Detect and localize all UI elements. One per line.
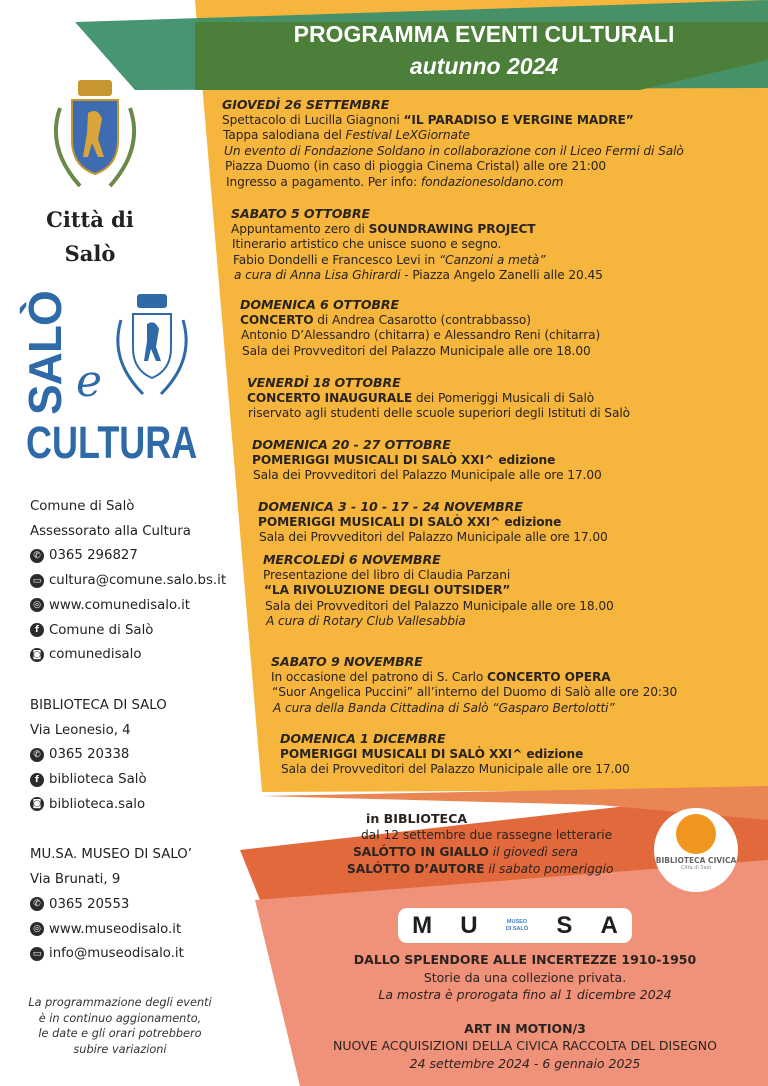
- event-line: [258, 530, 608, 546]
- instagram-icon: ◙: [30, 648, 44, 662]
- event-line: [222, 159, 684, 175]
- event-line: [263, 599, 614, 615]
- phone-icon: ✆: [30, 897, 44, 911]
- event-line: [222, 175, 684, 191]
- museo-mini-logo: [506, 919, 528, 933]
- contact-comune-phone: [30, 548, 138, 563]
- poster-subtitle: autunno 2024: [409, 53, 559, 79]
- event-text: A cura di Rotary Club Vallesabbia: [266, 614, 466, 629]
- instagram-icon: ◙: [30, 797, 44, 811]
- biblioteca-civica-logo: [654, 808, 738, 892]
- event-text: Appuntamento zero di: [231, 221, 369, 236]
- event-line: [222, 128, 684, 144]
- event-line: [252, 468, 602, 484]
- logo-cultura-text: CULTURA: [26, 417, 198, 468]
- event-line: [231, 222, 603, 238]
- contact-museo-name: [30, 847, 192, 862]
- contact-biblioteca-name: [30, 698, 167, 713]
- event-text: CONCERTO OPERA: [487, 669, 611, 684]
- coat-of-arms-icon: [40, 78, 150, 196]
- musa-letter: A: [600, 911, 618, 939]
- event-text: “LA RIVOLUZIONE DEGLI OUTSIDER”: [264, 583, 511, 598]
- event-date: DOMENICA 6 OTTOBRE: [240, 297, 400, 312]
- library-series-2: [347, 862, 613, 876]
- contact-biblioteca-address: [30, 723, 131, 738]
- phone-icon: ✆: [30, 748, 44, 762]
- musa-exhibitions: [300, 951, 750, 1072]
- musa-letter: M: [412, 911, 433, 939]
- contact-comune-instagram[interactable]: [30, 647, 141, 662]
- contact-biblioteca-phone: [30, 747, 129, 762]
- event-date: SABATO 9 NOVEMBRE: [271, 654, 423, 669]
- event-line: [280, 747, 630, 763]
- event-text: Spettacolo di Lucilla Giagnoni: [222, 112, 404, 127]
- event-line: [271, 670, 677, 686]
- event-text: Ingresso a pagamento. Per info:: [226, 174, 421, 189]
- contact-comune-web[interactable]: [30, 598, 190, 613]
- event-text: riservato agli studenti delle scuole superiori degli Istituti di Salò: [248, 406, 630, 421]
- event-line: [263, 614, 614, 630]
- event-text: dei Pomeriggi Musicali di Salò: [412, 390, 595, 405]
- library-series-1: [353, 845, 578, 859]
- event-text: “Canzoni a metà”: [438, 252, 546, 267]
- event-text: - Piazza Angelo Zanelli alle 20.45: [400, 268, 603, 283]
- event-text: Fabio Dondelli e Francesco Levi in: [233, 252, 439, 267]
- event-text: Sala dei Provveditori del Palazzo Municipale alle ore 17.00: [253, 468, 602, 483]
- event-line: [247, 406, 630, 422]
- contact-museo-address: [30, 872, 120, 887]
- event-text: Antonio D’Alessandro (chitarra) e Alessandro Reni (chitarra): [241, 328, 601, 343]
- event-text: “Suor Angelica Puccini” all’interno del Duomo di Salò alle ore 20:30: [272, 685, 678, 700]
- facebook-icon: f: [30, 623, 44, 637]
- book-icon: [676, 814, 716, 854]
- event-text: di Andrea Casarotto (contrabbasso): [313, 312, 531, 327]
- disclaimer-line: è in continuo aggionamento,: [38, 1011, 202, 1025]
- contact-museo-phone: [30, 897, 129, 912]
- exhibit-dates: 24 settembre 2024 - 6 gennaio 2025: [409, 1055, 641, 1071]
- contact-text[interactable]: biblioteca.salo: [49, 796, 146, 812]
- event-text: In occasione del patrono di S. Carlo: [271, 669, 488, 684]
- event-line: [231, 268, 603, 284]
- event-line: [258, 515, 608, 531]
- event-text: Sala dei Provveditori del Palazzo Municipale alle ore 17.00: [281, 762, 630, 777]
- event-text: Un evento di Fondazione Soldano in collaborazione con il Liceo Fermi di Salò: [224, 143, 684, 158]
- contact-text: 0365 20338: [49, 747, 130, 763]
- event-date: MERCOLEDÌ 6 NOVEMBRE: [263, 552, 441, 567]
- coat-of-arms-blue-icon: [107, 292, 197, 402]
- series-title: SALÓTTO D’AUTORE: [347, 862, 485, 876]
- contact-text: 0365 296827: [49, 548, 138, 564]
- event-item: [222, 97, 684, 191]
- event-line: [240, 344, 600, 360]
- poster-title: PROGRAMMA EVENTI CULTURALI: [293, 21, 675, 47]
- contact-text[interactable]: comunedisalo: [49, 647, 142, 663]
- contact-comune-dept: [30, 524, 191, 539]
- library-heading: in BIBLIOTECA: [366, 811, 468, 826]
- city-line2: Salò: [64, 241, 116, 266]
- event-line: [222, 144, 684, 160]
- event-text: POMERIGGI MUSICALI DI SALÒ XXI^ edizione: [252, 452, 556, 467]
- web-icon: ◎: [30, 598, 44, 612]
- event-line: [263, 583, 614, 599]
- contact-text: BIBLIOTECA DI SALO: [30, 697, 167, 713]
- event-date: DOMENICA 3 - 10 - 17 - 24 NOVEMBRE: [258, 499, 523, 514]
- event-item: [252, 437, 602, 484]
- logo-salo-text: SALÒ: [19, 291, 71, 415]
- phone-icon: ✆: [30, 549, 44, 563]
- event-line: [271, 685, 677, 701]
- contact-text[interactable]: www.comunedisalo.it: [49, 597, 191, 613]
- salo-cultura-logo: [19, 290, 202, 470]
- disclaimer: [10, 995, 230, 1057]
- logo-title: BIBLIOTECA CIVICA: [655, 856, 737, 865]
- contact-text[interactable]: info@museodisalo.it: [49, 946, 184, 962]
- mini-line: DI SALÒ: [505, 925, 529, 932]
- web-icon: ◎: [30, 922, 44, 936]
- event-line: [240, 328, 600, 344]
- exhibit-note: La mostra è prorogata fino al 1 dicembre 2024: [378, 987, 672, 1002]
- contact-text[interactable]: Comune di Salò: [49, 622, 154, 638]
- event-text: “IL PARADISO E VERGINE MADRE”: [403, 112, 634, 127]
- event-text: Tappa salodiana del: [223, 128, 346, 143]
- event-text: Sala dei Provveditori del Palazzo Municipale alle ore 18.00: [242, 343, 591, 358]
- contact-comune-name: [30, 499, 134, 514]
- contact-text: 0365 20553: [49, 896, 130, 912]
- event-date: DOMENICA 1 DICEMBRE: [280, 731, 446, 746]
- contact-museo-web[interactable]: [30, 922, 181, 937]
- library-intro: dal 12 settembre due rassegne letterarie: [361, 828, 613, 842]
- musa-letter: U: [460, 911, 478, 939]
- contact-biblioteca-instagram[interactable]: [30, 797, 145, 812]
- disclaimer-line: subire variazioni: [73, 1042, 167, 1056]
- event-line: [280, 762, 630, 778]
- event-text: Presentazione del libro di Claudia Parzani: [263, 567, 511, 582]
- facebook-icon: f: [30, 773, 44, 787]
- exhibit-subtitle: Storie da una collezione privata.: [423, 969, 627, 985]
- event-date: SABATO 5 OTTOBRE: [231, 206, 370, 221]
- contact-text[interactable]: www.museodisalo.it: [49, 921, 182, 937]
- contact-biblioteca-facebook[interactable]: [30, 772, 147, 787]
- event-line: [231, 253, 603, 269]
- event-text: A cura della Banda Cittadina di Salò “Gasparo Bertolotti”: [273, 700, 615, 715]
- event-text: CONCERTO INAUGURALE: [247, 390, 413, 405]
- city-name: [30, 203, 150, 271]
- email-icon: ▭: [30, 947, 44, 961]
- musa-logo: [398, 908, 632, 943]
- event-text: SOUNDRAWING PROJECT: [368, 221, 536, 236]
- disclaimer-line: La programmazione degli eventi: [28, 996, 212, 1009]
- event-text: Itinerario artistico che unisce suono e segno.: [232, 237, 502, 252]
- exhibit-title: ART IN MOTION/3: [464, 1020, 586, 1036]
- series-schedule: il sabato pomeriggio: [484, 862, 614, 876]
- contact-comune-facebook[interactable]: [30, 623, 153, 638]
- contact-text: MU.SA. MUSEO DI SALO’: [30, 847, 192, 863]
- event-line: [247, 391, 630, 407]
- event-line: [222, 113, 684, 129]
- event-date: GIOVEDÌ 26 SETTEMBRE: [222, 97, 390, 112]
- exhibit-title: DALLO SPLENDORE ALLE INCERTEZZE 1910-1950: [353, 952, 697, 967]
- contact-comune-email[interactable]: [30, 573, 226, 588]
- event-item: [280, 731, 630, 778]
- event-line: [231, 237, 603, 253]
- logo-e-text: e: [76, 356, 103, 407]
- disclaimer-line: le date e gli orari potrebbero: [38, 1027, 202, 1040]
- contact-text: Via Leonesio, 4: [30, 722, 131, 738]
- event-line: [271, 701, 677, 717]
- event-item: [263, 552, 614, 630]
- event-date: DOMENICA 20 - 27 OTTOBRE: [252, 437, 451, 452]
- event-text: Piazza Duomo (in caso di pioggia Cinema Cristal) alle ore 21:00: [225, 159, 607, 174]
- series-schedule: il giovedì sera: [488, 845, 578, 859]
- event-text: Sala dei Provveditori del Palazzo Municipale alle ore 18.00: [265, 598, 614, 613]
- event-line: [252, 453, 602, 469]
- event-text: fondazionesoldano.com: [420, 174, 564, 189]
- contact-text[interactable]: cultura@comune.salo.bs.it: [49, 573, 227, 589]
- event-item: [271, 654, 677, 716]
- event-item: [247, 375, 630, 422]
- event-text: CONCERTO: [240, 312, 314, 327]
- musa-letter: S: [556, 911, 573, 939]
- event-item: [258, 499, 608, 546]
- city-line1: Città di: [46, 207, 134, 232]
- contact-text: Comune di Salò: [30, 499, 135, 514]
- event-line: [263, 568, 614, 584]
- logo-subtitle: Città di Salò: [680, 865, 712, 871]
- event-text: Sala dei Provveditori del Palazzo Municipale alle ore 17.00: [259, 530, 608, 545]
- event-date: VENERDÌ 18 OTTOBRE: [247, 375, 401, 390]
- event-item: [240, 297, 600, 359]
- series-title: SALÓTTO IN GIALLO: [353, 845, 489, 859]
- contact-text: Assessorato alla Cultura: [30, 523, 191, 539]
- contact-museo-email[interactable]: [30, 946, 184, 961]
- event-text: Festival LeXGiornate: [345, 128, 470, 143]
- event-item: [231, 206, 603, 284]
- event-text: POMERIGGI MUSICALI DI SALÒ XXI^ edizione: [258, 514, 562, 529]
- event-line: [240, 313, 600, 329]
- exhibit-subtitle: NUOVE ACQUISIZIONI DELLA CIVICA RACCOLTA DEL DISEGNO: [333, 1038, 717, 1053]
- contact-text: Via Brunati, 9: [30, 872, 121, 888]
- email-icon: ▭: [30, 574, 44, 588]
- contact-text[interactable]: biblioteca Salò: [49, 772, 147, 787]
- event-text: a cura di Anna Lisa Ghirardi: [234, 268, 401, 283]
- mini-line: MUSEO: [506, 918, 528, 925]
- event-text: POMERIGGI MUSICALI DI SALÒ XXI^ edizione: [280, 746, 584, 761]
